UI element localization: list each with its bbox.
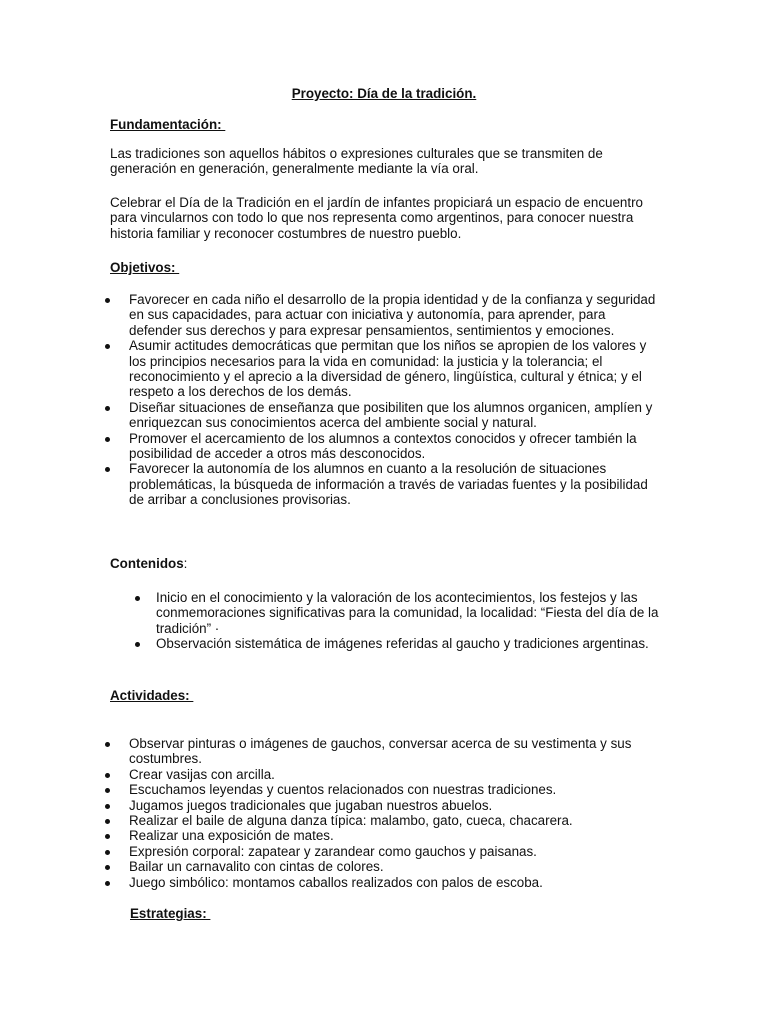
bullet-icon xyxy=(135,596,140,601)
list-item: Promover el acercamiento de los alumnos a contextos conocidos y ofrecer también la posibilidad de acceder a otros más desconocidos. xyxy=(129,431,659,462)
bullet-icon xyxy=(105,467,110,472)
list-item: Escuchamos leyendas y cuentos relacionados con nuestras tradiciones. xyxy=(129,782,659,797)
bullet-icon xyxy=(105,406,110,411)
bullet-icon xyxy=(105,881,110,886)
list-item: Favorecer la autonomía de los alumnos en cuanto a la resolución de situaciones problemáticas, la búsqueda de información a través de variadas fuentes y la posibilidad de arribar a conclusiones provisorias. xyxy=(129,461,659,507)
heading-contenidos xyxy=(110,556,187,571)
list-item: Realizar una exposición de mates. xyxy=(129,828,659,843)
paragraph-fundamentacion-2: Celebrar el Día de la Tradición en el jardín de infantes propiciará un espacio de encuentro para vincularnos con todo lo que nos representa como argentinos, para conocer nuestra historia familiar y reconocer costumbres de nuestro pueblo. xyxy=(110,195,643,241)
list-item: Jugamos juegos tradicionales que jugaban nuestros abuelos. xyxy=(129,798,659,813)
actividades-list xyxy=(129,736,659,890)
bullet-icon xyxy=(105,298,110,303)
list-item: Crear vasijas con arcilla. xyxy=(129,767,659,782)
bullet-icon xyxy=(105,788,110,793)
bullet-icon xyxy=(105,850,110,855)
list-item: Bailar un carnavalito con cintas de colores. xyxy=(129,859,659,874)
document-title: Proyecto: Día de la tradición. xyxy=(291,86,477,101)
bullet-icon xyxy=(105,437,110,442)
heading-fundamentacion: Fundamentación: xyxy=(110,117,226,132)
list-item: Expresión corporal: zapatear y zarandear como gauchos y paisanas. xyxy=(129,844,659,859)
contenidos-label: Contenidos xyxy=(110,556,184,571)
list-item: Inicio en el conocimiento y la valoración de los acontecimientos, los festejos y las conmemoraciones significativas para la comunidad, la localidad: “Fiesta del día de la tradición” · xyxy=(156,590,666,636)
list-item: Observación sistemática de imágenes referidas al gaucho y tradiciones argentinas. xyxy=(156,636,666,651)
list-item: Diseñar situaciones de enseñanza que posibiliten que los alumnos organicen, amplíen y enriquezcan sus conocimientos acerca del ambiente social y natural. xyxy=(129,400,659,431)
bullet-icon xyxy=(105,344,110,349)
contenidos-list xyxy=(156,590,666,652)
list-item: Asumir actitudes democráticas que permitan que los niños se apropien de los valores y los principios necesarios para la vida en comunidad: la justicia y la tolerancia; el reconocimiento y el aprecio a la diversidad de género, lingüística, cultural y étnica; y el respeto a los derechos de los demás. xyxy=(129,338,659,400)
objetivos-list xyxy=(129,292,659,508)
list-item: Juego simbólico: montamos caballos realizados con palos de escoba. xyxy=(129,875,659,890)
bullet-icon xyxy=(105,834,110,839)
bullet-icon xyxy=(105,773,110,778)
bullet-icon xyxy=(105,819,110,824)
contenidos-colon: : xyxy=(183,556,188,571)
bullet-icon xyxy=(135,642,140,647)
list-item: Observar pinturas o imágenes de gauchos, conversar acerca de su vestimenta y sus costumbres. xyxy=(129,736,659,767)
heading-actividades: Actividades: xyxy=(110,688,194,703)
heading-objetivos: Objetivos: xyxy=(110,260,180,275)
list-item: Favorecer en cada niño el desarrollo de la propia identidad y de la confianza y seguridad en sus capacidades, para actuar con iniciativa y autonomía, para aprender, para defender sus derechos y para expresar pensamientos, sentimientos y emociones. xyxy=(129,292,659,338)
bullet-icon xyxy=(105,804,110,809)
bullet-icon xyxy=(105,742,110,747)
heading-estrategias: Estrategias: xyxy=(130,906,211,921)
bullet-icon xyxy=(105,865,110,870)
list-item: Realizar el baile de alguna danza típica: malambo, gato, cueca, chacarera. xyxy=(129,813,659,828)
paragraph-fundamentacion-1: Las tradiciones son aquellos hábitos o expresiones culturales que se transmiten de generación en generación, generalmente mediante la vía oral. xyxy=(110,146,603,177)
